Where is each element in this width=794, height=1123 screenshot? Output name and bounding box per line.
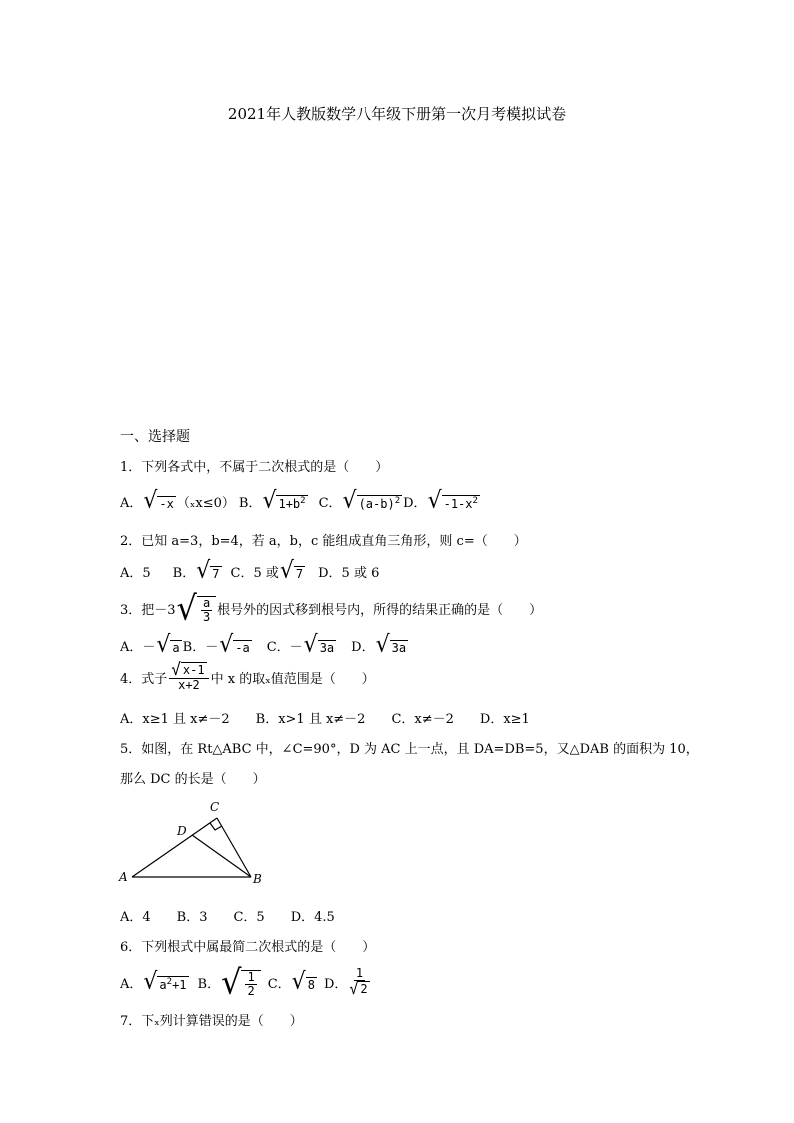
q2-option-d: D．5 或 6 [318, 565, 380, 581]
q3-option-a-label: A．－ [120, 639, 156, 655]
q3-option-b-radical: √ -a [219, 631, 250, 658]
q2-option-c-label: C．5 或 [230, 565, 279, 581]
question-3-stem [120, 588, 543, 628]
question-2-stem: 2．已知 a=3，b=4，若 a，b，c 能组成直角三角形，则 c=（ ） [120, 534, 527, 549]
question-4-stem [120, 659, 375, 693]
label-d: D [177, 824, 187, 838]
question-1-stem: 1．下列各式中，不属于二次根式的是（ ） [120, 460, 389, 475]
q2-option-b-label: B． [172, 565, 196, 581]
q6-option-c-radical: √ 8 [291, 968, 315, 995]
q2-option-b-radical: √ 7 [196, 557, 220, 584]
q1-option-b-label: B． [238, 495, 262, 511]
question-5-options: A．4 B．3 C．5 D．4.5 [120, 910, 335, 925]
triangle-figure [115, 795, 275, 890]
q4-suffix: 中 x 的取ₓ值范围是（ ） [210, 671, 375, 687]
q6-option-a-label: A． [120, 976, 143, 992]
q3-option-d-radical: √ 3a [375, 631, 407, 658]
question-5-stem-line-1: 5．如图，在 Rt△ABC 中，∠C=90°，D 为 AC 上一点，且 DA=DB=5，又△DAB 的面积为 10， [120, 742, 699, 757]
q2-option-a: A．5 [120, 565, 151, 581]
q1-option-b-radical: √ $1+b^2$ [262, 487, 306, 514]
question-3-options [120, 631, 409, 658]
q3-option-b-label: B．－ [182, 639, 219, 655]
question-6-options [120, 962, 372, 1002]
segment-db [192, 835, 251, 877]
q3-suffix: 根号外的因式移到根号内，所得的结果正确的是（ ） [217, 602, 543, 618]
question-1-options [120, 487, 481, 514]
q6-option-a-radical: √ $a^2+1$ [143, 968, 187, 995]
question-5-stem-line-2: 那么 DC 的长是（ ） [120, 772, 266, 787]
q6-option-d-fraction: 1 √ 2 [349, 965, 368, 999]
q3-prefix: 3．把－3 [120, 602, 176, 618]
q6-option-d-label: D． [323, 976, 348, 992]
label-c: C [210, 800, 220, 814]
q3-option-d-label: D． [351, 639, 375, 655]
q1-option-a-radical: √ -x [143, 487, 174, 514]
label-a: A [119, 870, 128, 884]
section-heading: 一、选择题 [120, 429, 190, 445]
q3-option-c-label: C．－ [266, 639, 303, 655]
q6-option-b-radical: √ $\frac{1}{2}$ [221, 966, 261, 998]
q1-option-a-label: A． [120, 495, 143, 511]
segment-cb [217, 818, 251, 877]
q1-option-c-radical: √ $(a-b)^2$ [342, 487, 401, 514]
q1-option-c-label: C． [318, 495, 342, 511]
question-6-stem: 6．下列根式中属最简二次根式的是（ ） [120, 940, 376, 955]
q3-radical-fraction: √ $\frac{a}{3}$ [177, 592, 217, 624]
q1-option-d-radical: √ $-1-x^2$ [427, 487, 478, 514]
document-title: 2021年人教版数学八年级下册第一次月考模拟试卷 [227, 105, 567, 123]
q3-option-a-radical: √ a [156, 631, 180, 658]
question-7-stem: 7．下ₓ列计算错误的是（ ） [120, 1014, 303, 1029]
label-b: B [253, 872, 262, 886]
q1-option-d-label: D． [403, 495, 427, 511]
question-4-options: A．x≥1 且 x≠－2 B．x>1 且 x≠－2 C．x≠－2 D．x≥1 [120, 712, 530, 727]
q4-prefix: 4．式子 [120, 671, 168, 687]
question-2-options [120, 557, 380, 584]
q1-option-a-note: （ₓx≤0） [176, 495, 235, 511]
q6-option-b-label: B． [197, 976, 221, 992]
q4-fraction: √ x-1 x+2 [169, 662, 208, 692]
q2-option-c-radical: √ 7 [279, 557, 304, 584]
q3-option-c-radical: √ 3a [303, 631, 335, 658]
segment-ac [132, 818, 217, 877]
q6-option-c-label: C． [267, 976, 291, 992]
